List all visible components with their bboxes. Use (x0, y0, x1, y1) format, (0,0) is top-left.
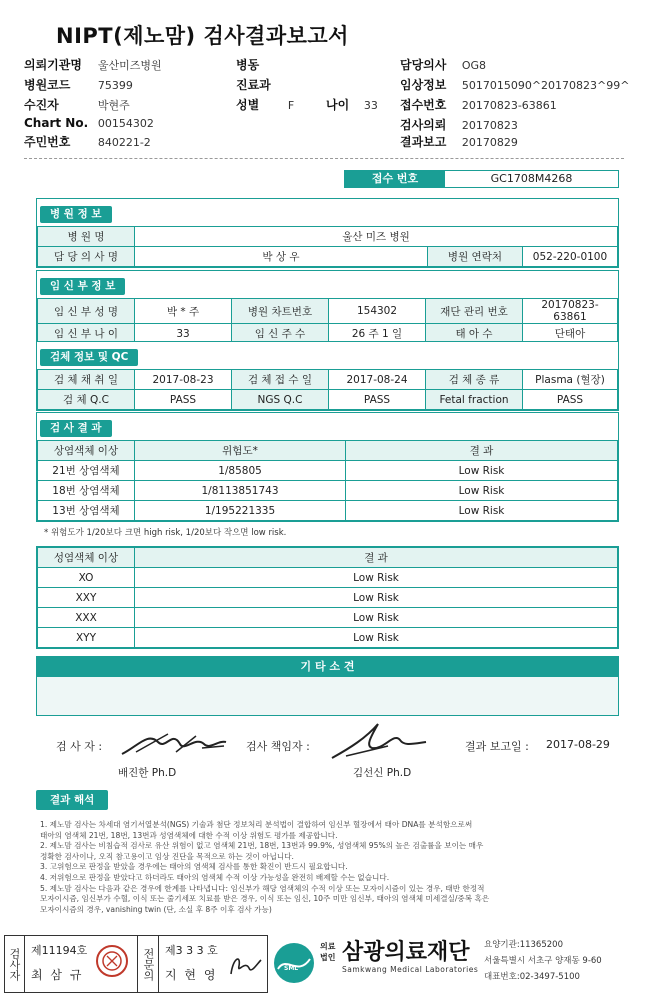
sex-chromosome-result: Low Risk (135, 568, 618, 588)
note-line: 정확한 검사이나, 오직 참고용이고 임상 진단을 목적으로 하는 것이 아닙니다. (40, 851, 294, 861)
fetus-count-label: 태 아 수 (426, 324, 523, 344)
fetus-count-value: 단태아 (523, 324, 618, 344)
receipt-number-label: 접수 번호 (345, 171, 445, 187)
tester-label: 검 사 자 : (56, 740, 103, 753)
org-address: 서울특별시 서초구 양재동 9-60 (484, 956, 602, 966)
patient-label: 수진자 (24, 98, 59, 112)
note-line: 5. 제노맘 검사는 다음과 같은 경우에 한계를 나타냅니다: 임신부가 해당 염색체의 수적 이상 또는 모자이시즘이 있는 경우, 태반 한정적 (40, 883, 485, 893)
result-value: Low Risk (346, 461, 618, 481)
tester-name: 배진한 Ph.D (118, 767, 177, 779)
pregnant-name-value: 박 * 주 (135, 299, 232, 324)
reviewer-signature (227, 950, 263, 980)
hospital-contact-label: 병원 연락처 (427, 247, 522, 267)
results-section (36, 412, 619, 522)
sex-label: 성별 (236, 98, 260, 112)
patient-info-section (36, 270, 619, 345)
ngs-qc-label: NGS Q.C (232, 390, 329, 410)
hospital-chart-value: 154302 (329, 299, 426, 324)
reviewer-license-no: 제3 3 3 호 (165, 944, 218, 957)
table-row (38, 501, 618, 521)
request-date-value: 20170823 (461, 119, 518, 132)
header-age (326, 96, 378, 113)
header-divider (24, 158, 624, 159)
receive-date-value: 2017-08-24 (329, 370, 426, 390)
tester-vertical-label: 검사자 (5, 936, 25, 992)
patient-info-title: 임 신 부 정 보 (40, 278, 125, 295)
report-title: NIPT(제노맘) 검사결과보고서 (56, 24, 349, 48)
receipt-no-value: 20170823-63861 (461, 99, 557, 112)
table-row (38, 588, 618, 608)
table-row (38, 568, 618, 588)
risk-footnote: * 위험도가 1/20보다 크면 high risk, 1/20보다 작으면 low risk. (44, 528, 287, 538)
note-line: 모자이시즘, 임신부가 수혈, 이식 또는 줄기세포 치료를 받은 경우, 이식 또는 임신, 10주 미만 임신부, 태아의 염색체 미세결실/중복 혹은 (40, 894, 490, 904)
hospital-name-label: 병 원 명 (38, 227, 135, 247)
org-license: 요양기관:11365200 (484, 940, 563, 950)
sex-chromosome-result: Low Risk (135, 588, 618, 608)
chromosome-name: 21번 상염색체 (38, 461, 135, 481)
sex-chromosome-name: XXY (38, 588, 135, 608)
specimen-info-title: 검체 정보 및 QC (40, 349, 138, 366)
sex-chromosome-result: Low Risk (135, 608, 618, 628)
header-patient (24, 96, 130, 113)
results-title: 검 사 결 과 (40, 420, 112, 437)
sml-logo-text: SML (284, 965, 299, 972)
receipt-number-box (344, 170, 619, 188)
other-findings-title: 기 타 소 견 (37, 657, 618, 677)
sex-chromosome-name: XO (38, 568, 135, 588)
chromosome-name: 18번 상염색체 (38, 481, 135, 501)
result-value: Low Risk (346, 501, 618, 521)
fetal-fraction-value: PASS (523, 390, 618, 410)
tester-signature (118, 722, 230, 762)
note-line: 1. 제노맘 검사는 차세대 염기서열분석(NGS) 기술과 첨단 정보처리 분석법이 결합하여 임신부 혈장에서 태아 DNA를 분석함으로써 (40, 820, 473, 829)
doctor-name-label: 담 당 의 사 명 (38, 247, 135, 267)
header-institution (24, 56, 162, 73)
org-prefix (320, 941, 335, 963)
clinical-info-value: 5017015090^20170823^99^ (461, 79, 630, 92)
resident-no-label: 주민번호 (24, 135, 71, 149)
specimen-info-table (37, 369, 618, 410)
org-contact (484, 937, 602, 985)
org-name: 삼광의료재단 (342, 940, 470, 965)
manager-label: 검사 책임자 : (246, 740, 310, 753)
risk-value: 1/8113851743 (135, 481, 346, 501)
sex-chromosome-table (37, 547, 618, 648)
patient-value: 박현주 (97, 99, 130, 112)
header-hospital-code (24, 76, 133, 93)
footer (0, 935, 648, 995)
department-label: 진료과 (236, 78, 271, 92)
hospital-name-value: 울산 미즈 병원 (135, 227, 618, 247)
note-line: 2. 제노맘 검사는 비침습적 검사로 유산 위험이 없고 염색체 21번, 18번, 13번과 99.9%, 성염색체 95%의 높은 검출률을 보이는 매우 (40, 841, 484, 851)
autosome-header-name: 상염색체 이상 (38, 441, 135, 461)
interpretation-title: 결과 해석 (36, 790, 108, 810)
hospital-code-label: 병원코드 (24, 78, 71, 92)
org-prefix-line2: 법인 (320, 953, 336, 962)
collect-date-label: 검 체 채 취 일 (38, 370, 135, 390)
note-line: 태아의 염색체 21번, 18번, 13번과 성염색체에 대한 수적 이상 위험도 평가를 제공합니다. (40, 830, 338, 840)
header-doctor (400, 56, 486, 73)
pregnant-age-value: 33 (135, 324, 232, 344)
sml-logo-icon (272, 941, 316, 985)
institution-value: 울산미즈병원 (97, 59, 162, 72)
specimen-qc-label: 검 체 Q.C (38, 390, 135, 410)
header-resident-no (24, 133, 151, 150)
sex-header-result: 결 과 (135, 548, 618, 568)
chart-no-label: Chart No. (24, 116, 89, 130)
note-line: 모자이시즘의 경우, vanishing twin (단, 소실 후 8주 이후 검사 가능) (40, 904, 272, 914)
table-row (38, 628, 618, 648)
report-date-sig-label: 결과 보고일 : (465, 740, 529, 753)
ward-label: 병동 (236, 58, 260, 72)
certification-box (4, 935, 268, 993)
seal-stamp-icon (95, 944, 129, 978)
gestation-weeks-label: 임 신 주 수 (232, 324, 329, 344)
table-row (38, 481, 618, 501)
header-report-date (400, 133, 518, 150)
tester-license-name: 최 삼 규 (31, 968, 84, 982)
receipt-no-label: 접수번호 (400, 98, 447, 112)
mgmt-number-label: 재단 관리 번호 (426, 299, 523, 324)
header-chart-no (24, 116, 154, 130)
pregnant-name-label: 임 신 부 성 명 (38, 299, 135, 324)
receipt-number-value: GC1708M4268 (490, 172, 573, 185)
mgmt-number-value: 20170823-63861 (523, 299, 618, 324)
doctor-name-value: 박 상 우 (135, 247, 428, 267)
gestation-weeks-value: 26 주 1 일 (329, 324, 426, 344)
patient-info-table (37, 298, 618, 344)
hospital-code-value: 75399 (97, 79, 133, 92)
specimen-info-section (36, 341, 619, 411)
doctor-value: OG8 (461, 59, 487, 72)
interpretation-header (36, 788, 108, 810)
header-department (236, 76, 271, 93)
risk-value: 1/195221335 (135, 501, 346, 521)
reviewer-license-name: 지 현 영 (165, 968, 218, 982)
ngs-qc-value: PASS (329, 390, 426, 410)
specimen-type-value: Plasma (혈장) (523, 370, 618, 390)
receive-date-label: 검 체 접 수 일 (232, 370, 329, 390)
age-value: 33 (363, 99, 378, 112)
resident-no-value: 840221-2 (97, 136, 151, 149)
autosome-results-table (37, 440, 618, 521)
report-date-label: 결과보고 (400, 135, 447, 149)
sex-value: F (287, 99, 295, 112)
hospital-contact-value: 052-220-0100 (522, 247, 617, 267)
doctor-label: 담당의사 (400, 58, 447, 72)
sex-chromosome-result: Low Risk (135, 628, 618, 648)
header-sex (236, 96, 294, 113)
report-date-value: 20170829 (461, 136, 518, 149)
header-ward (236, 56, 259, 73)
table-row (38, 461, 618, 481)
note-line: 4. 저위험으로 판정을 받았다고 하더라도 태아의 염색체 수적 이상 가능성을 완전히 배제할 수는 없습니다. (40, 872, 390, 882)
institution-label: 의뢰기관명 (24, 58, 82, 72)
risk-value: 1/85805 (135, 461, 346, 481)
report-date-sig-value: 2017-08-29 (546, 738, 610, 751)
header-request-date (400, 116, 518, 133)
manager-name: 김선신 Ph.D (353, 767, 412, 779)
sex-chromosome-name: XXX (38, 608, 135, 628)
org-prefix-line1: 의료 (320, 942, 336, 951)
age-label: 나이 (326, 98, 350, 112)
pregnant-age-label: 임 신 부 나 이 (38, 324, 135, 344)
chart-no-value: 00154302 (97, 117, 154, 130)
specimen-type-label: 검 체 종 류 (426, 370, 523, 390)
result-value: Low Risk (346, 481, 618, 501)
org-english-name: Samkwang Medical Laboratories (342, 965, 479, 974)
other-findings-content (37, 677, 618, 715)
interpretation-notes (40, 820, 620, 915)
manager-signature (326, 718, 430, 764)
specimen-qc-value: PASS (135, 390, 232, 410)
autosome-header-result: 결 과 (346, 441, 618, 461)
collect-date-value: 2017-08-23 (135, 370, 232, 390)
sex-chromosome-section (36, 546, 619, 649)
request-date-label: 검사의뢰 (400, 118, 447, 132)
other-findings-section (36, 656, 619, 716)
hospital-chart-label: 병원 차트번호 (232, 299, 329, 324)
autosome-header-risk: 위험도* (135, 441, 346, 461)
sex-header-name: 성염색체 이상 (38, 548, 135, 568)
reviewer-vertical-label: 전문의 (137, 936, 159, 992)
header-clinical-info (400, 76, 629, 93)
hospital-info-section (36, 198, 619, 268)
chromosome-name: 13번 상염색체 (38, 501, 135, 521)
tester-license-no: 제11194호 (31, 944, 88, 957)
header-receipt-no (400, 96, 557, 113)
org-phone: 대표번호:02-3497-5100 (484, 972, 580, 982)
fetal-fraction-label: Fetal fraction (426, 390, 523, 410)
hospital-info-table (37, 226, 618, 267)
table-row (38, 608, 618, 628)
hospital-info-title: 병 원 정 보 (40, 206, 112, 223)
clinical-info-label: 임상정보 (400, 78, 447, 92)
note-line: 3. 고위험으로 판정을 받았을 경우에는 태아의 염색체 검사를 통한 확진이 반드시 필요합니다. (40, 862, 348, 872)
sex-chromosome-name: XYY (38, 628, 135, 648)
